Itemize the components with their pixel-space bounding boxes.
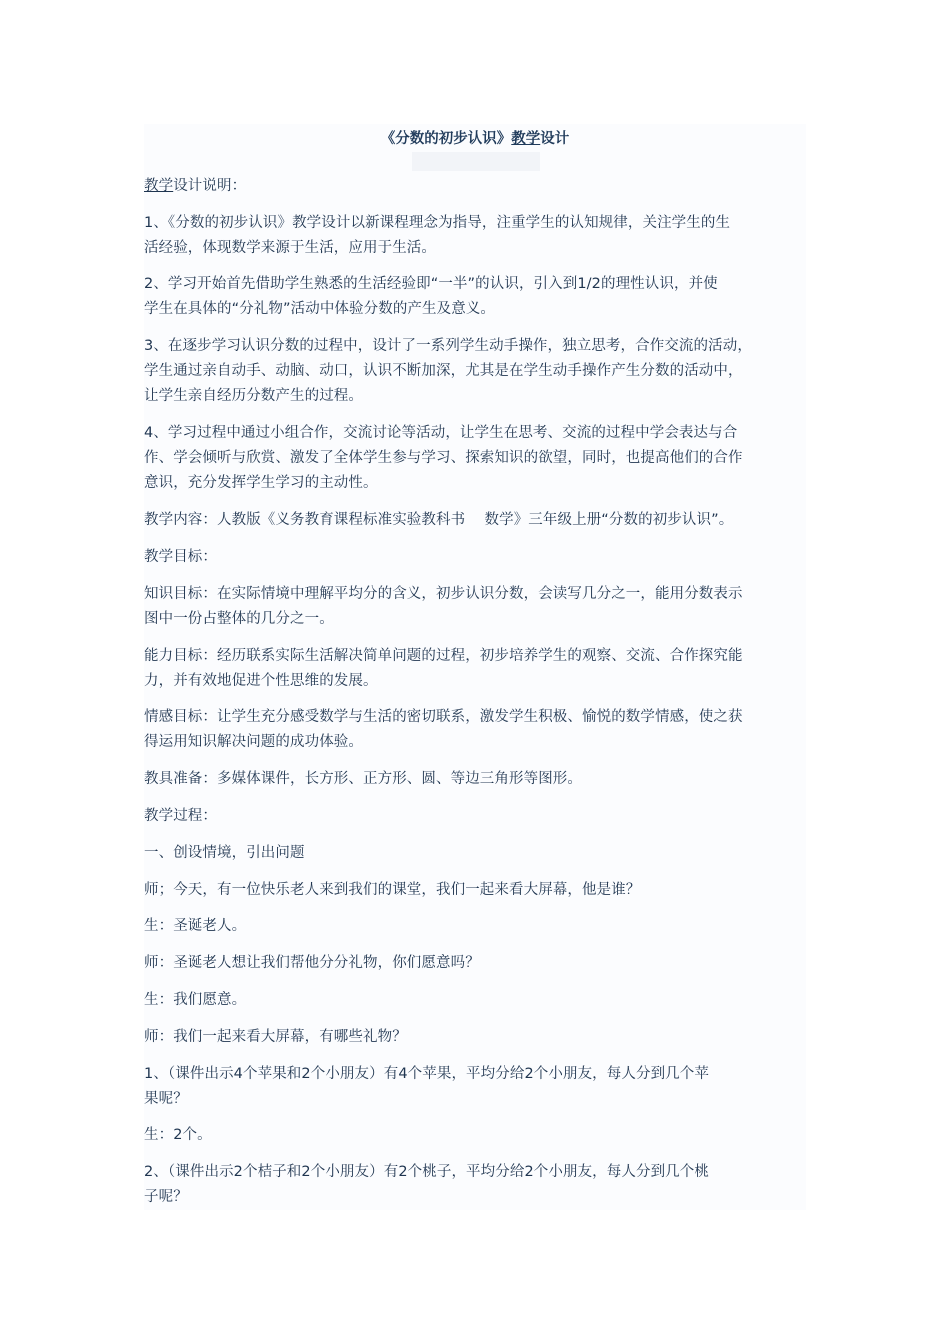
paragraph-line: 3、在逐步学习认识分数的过程中，设计了一系列学生动手操作，独立思考，合作交流的活动， — [144, 338, 752, 354]
dialogue-line — [144, 878, 816, 903]
dialogue-line — [144, 1123, 816, 1148]
paragraph-line: 1、（课件出示4个苹果和2个小朋友）有4个苹果，平均分给2个小朋友，每人分到几个苹 — [144, 1066, 709, 1082]
teaching-content — [144, 508, 816, 533]
dialogue-line — [144, 1025, 816, 1050]
paragraph-line: 教学内容：人教版《义务教育课程标准实验教科书 数学》三年级上册“分数的初步认识”。 — [144, 512, 734, 528]
title-part-3: 设计 — [540, 131, 570, 147]
paragraph-line: 生：我们愿意。 — [144, 992, 247, 1008]
ability-goal — [144, 644, 816, 694]
dialogue-line — [144, 914, 816, 939]
paragraph-line: 力，并有效地促进个性思维的发展。 — [144, 673, 378, 689]
paragraph-line: 2、学习开始首先借助学生熟悉的生活经验即“一半”的认识，引入到1/2的理性认识，并使 — [144, 276, 718, 292]
activity-2 — [144, 1160, 816, 1210]
dialogue-line — [144, 988, 816, 1013]
paragraph-line: 果呢？ — [144, 1091, 188, 1107]
intro-heading-rest: 设计说明： — [173, 178, 247, 194]
paragraph-line: 情感目标：让学生充分感受数学与生活的密切联系，激发学生积极、愉悦的数学情感，使之获 — [144, 709, 743, 725]
title-part-2: 教学 — [511, 131, 541, 147]
paragraph-line: 生：2个。 — [144, 1127, 212, 1143]
section-heading-1 — [144, 841, 816, 866]
paragraph-line: 学生通过亲自动手、动脑、动口，认识不断加深，尤其是在学生动手操作产生分数的活动中， — [144, 363, 743, 379]
paragraph-line: 得运用知识解决问题的成功体验。 — [144, 734, 363, 750]
paragraph-line: 知识目标：在实际情境中理解平均分的含义，初步认识分数，会读写几分之一，能用分数表示 — [144, 586, 743, 602]
paragraph-line: 教学目标： — [144, 549, 217, 565]
paragraph-line: 教学过程： — [144, 808, 217, 824]
paragraph-line: 意识，充分发挥学生学习的主动性。 — [144, 475, 378, 491]
paragraph-line: 师；今天，有一位快乐老人来到我们的课堂，我们一起来看大屏幕，他是谁？ — [144, 882, 641, 898]
paragraph-line: 活经验，体现数学来源于生活，应用于生活。 — [144, 240, 436, 256]
paragraph-line: 学生在具体的“分礼物”活动中体验分数的产生及意义。 — [144, 301, 496, 317]
paragraph-line: 1、《分数的初步认识》教学设计以新课程理念为指导，注重学生的认知规律，关注学生的生 — [144, 215, 731, 231]
document-title — [0, 129, 950, 149]
paragraph-line: 能力目标：经历联系实际生活解决简单问题的过程，初步培养学生的观察、交流、合作探究能 — [144, 648, 743, 664]
dialogue-line — [144, 951, 816, 976]
teaching-process-heading — [144, 804, 816, 829]
paragraph-line: 作、学会倾听与欣赏、激发了全体学生参与学习、探索知识的欲望，同时，也提高他们的合作 — [144, 450, 743, 466]
paragraph-line: 生：圣诞老人。 — [144, 918, 247, 934]
paragraph-line: 师：圣诞老人想让我们帮他分分礼物，你们愿意吗？ — [144, 955, 480, 971]
intro-heading-underlined: 教学 — [144, 178, 174, 194]
title-shade — [412, 152, 540, 171]
paragraph-line: 教具准备：多媒体课件，长方形、正方形、圆、等边三角形等图形。 — [144, 771, 582, 787]
emotion-goal — [144, 705, 816, 755]
teaching-goals-heading — [144, 545, 816, 570]
title-part-1: 《分数的初步认识》 — [380, 131, 512, 147]
knowledge-goal — [144, 582, 816, 632]
paragraph-line: 一、创设情境，引出问题 — [144, 845, 305, 861]
paragraph-4 — [144, 421, 816, 496]
paragraph-2 — [144, 272, 816, 322]
paragraph-line: 2、（课件出示2个桔子和2个小朋友）有2个桃子，平均分给2个小朋友，每人分到几个桃 — [144, 1164, 709, 1180]
paragraph-line: 师：我们一起来看大屏幕，有哪些礼物？ — [144, 1029, 407, 1045]
intro-heading — [144, 174, 816, 199]
paragraph-3 — [144, 334, 816, 409]
paragraph-1 — [144, 211, 816, 261]
paragraph-line: 4、学习过程中通过小组合作，交流讨论等活动，让学生在思考、交流的过程中学会表达与合 — [144, 425, 738, 441]
paragraph-line: 子呢？ — [144, 1189, 188, 1205]
paragraph-line: 让学生亲自经历分数产生的过程。 — [144, 388, 363, 404]
teaching-aids — [144, 767, 816, 792]
activity-1 — [144, 1062, 816, 1112]
paragraph-line: 图中一份占整体的几分之一。 — [144, 611, 334, 627]
